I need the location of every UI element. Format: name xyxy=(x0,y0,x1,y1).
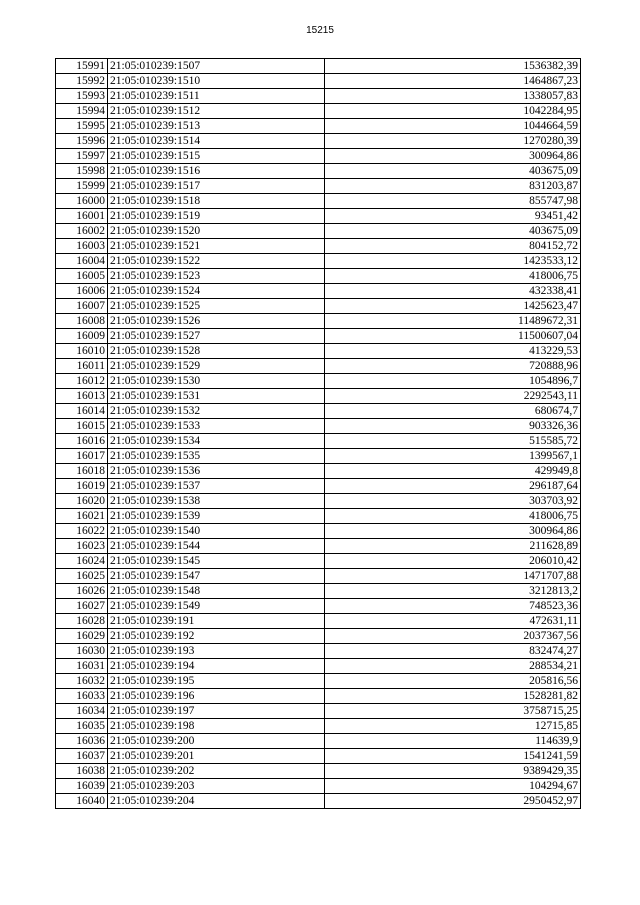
row-number-cell: 16013 xyxy=(56,389,108,404)
row-number-cell: 15997 xyxy=(56,149,108,164)
cadastral-number-cell: 21:05:010239:197 xyxy=(108,704,325,719)
table-row xyxy=(56,794,581,809)
table-row xyxy=(56,539,581,554)
cadastral-number-cell: 21:05:010239:1527 xyxy=(108,329,325,344)
row-number-cell: 16000 xyxy=(56,194,108,209)
row-number-cell: 16003 xyxy=(56,239,108,254)
table-row xyxy=(56,239,581,254)
cadastral-number-cell: 21:05:010239:198 xyxy=(108,719,325,734)
table-row xyxy=(56,134,581,149)
table-row xyxy=(56,374,581,389)
cadastral-value-cell: 903326,36 xyxy=(325,419,581,434)
table-row xyxy=(56,119,581,134)
cadastral-number-cell: 21:05:010239:200 xyxy=(108,734,325,749)
cadastral-value-cell: 93451,42 xyxy=(325,209,581,224)
cadastral-value-cell: 3758715,25 xyxy=(325,704,581,719)
cadastral-value-cell: 832474,27 xyxy=(325,644,581,659)
cadastral-number-cell: 21:05:010239:1526 xyxy=(108,314,325,329)
table-row xyxy=(56,629,581,644)
table-row xyxy=(56,599,581,614)
row-number-cell: 16016 xyxy=(56,434,108,449)
cadastral-value-cell: 418006,75 xyxy=(325,509,581,524)
cadastral-value-cell: 2950452,97 xyxy=(325,794,581,809)
table-row xyxy=(56,389,581,404)
cadastral-value-cell: 831203,87 xyxy=(325,179,581,194)
cadastral-value-cell: 288534,21 xyxy=(325,659,581,674)
table-row xyxy=(56,269,581,284)
cadastral-value-cell: 300964,86 xyxy=(325,524,581,539)
row-number-cell: 16030 xyxy=(56,644,108,659)
table-row xyxy=(56,164,581,179)
cadastral-value-cell: 2037367,56 xyxy=(325,629,581,644)
row-number-cell: 15993 xyxy=(56,89,108,104)
cadastral-value-cell: 720888,96 xyxy=(325,359,581,374)
table-row xyxy=(56,614,581,629)
cadastral-number-cell: 21:05:010239:1534 xyxy=(108,434,325,449)
table-row xyxy=(56,719,581,734)
table-row xyxy=(56,779,581,794)
cadastral-value-cell: 11489672,31 xyxy=(325,314,581,329)
table-row xyxy=(56,584,581,599)
cadastral-number-cell: 21:05:010239:1531 xyxy=(108,389,325,404)
table-row xyxy=(56,209,581,224)
row-number-cell: 16009 xyxy=(56,329,108,344)
row-number-cell: 16034 xyxy=(56,704,108,719)
table-row xyxy=(56,89,581,104)
cadastral-value-cell: 296187,64 xyxy=(325,479,581,494)
row-number-cell: 16006 xyxy=(56,284,108,299)
cadastral-value-cell: 804152,72 xyxy=(325,239,581,254)
cadastral-number-cell: 21:05:010239:1548 xyxy=(108,584,325,599)
cadastral-value-cell: 680674,7 xyxy=(325,404,581,419)
row-number-cell: 15991 xyxy=(56,59,108,74)
table-row xyxy=(56,344,581,359)
table-row xyxy=(56,284,581,299)
cadastral-value-cell: 3212813,2 xyxy=(325,584,581,599)
cadastral-value-cell: 432338,41 xyxy=(325,284,581,299)
cadastral-number-cell: 21:05:010239:1514 xyxy=(108,134,325,149)
row-number-cell: 16032 xyxy=(56,674,108,689)
table-body xyxy=(56,59,581,809)
cadastral-value-cell: 1338057,83 xyxy=(325,89,581,104)
cadastral-number-cell: 21:05:010239:1544 xyxy=(108,539,325,554)
row-number-cell: 16001 xyxy=(56,209,108,224)
table-row xyxy=(56,329,581,344)
cadastral-value-cell: 1399567,1 xyxy=(325,449,581,464)
cadastral-number-cell: 21:05:010239:1530 xyxy=(108,374,325,389)
cadastral-number-cell: 21:05:010239:1535 xyxy=(108,449,325,464)
table-row xyxy=(56,569,581,584)
cadastral-value-table xyxy=(55,58,581,809)
cadastral-value-cell: 403675,09 xyxy=(325,224,581,239)
cadastral-number-cell: 21:05:010239:1517 xyxy=(108,179,325,194)
row-number-cell: 16028 xyxy=(56,614,108,629)
table-row xyxy=(56,764,581,779)
row-number-cell: 15994 xyxy=(56,104,108,119)
table-row xyxy=(56,509,581,524)
cadastral-value-cell: 2292543,11 xyxy=(325,389,581,404)
row-number-cell: 16037 xyxy=(56,749,108,764)
cadastral-value-cell: 104294,67 xyxy=(325,779,581,794)
cadastral-value-cell: 748523,36 xyxy=(325,599,581,614)
cadastral-number-cell: 21:05:010239:1549 xyxy=(108,599,325,614)
cadastral-number-cell: 21:05:010239:1513 xyxy=(108,119,325,134)
page-number: 15215 xyxy=(306,25,334,36)
cadastral-number-cell: 21:05:010239:1518 xyxy=(108,194,325,209)
row-number-cell: 16010 xyxy=(56,344,108,359)
row-number-cell: 16026 xyxy=(56,584,108,599)
cadastral-number-cell: 21:05:010239:1510 xyxy=(108,74,325,89)
table-row xyxy=(56,674,581,689)
cadastral-number-cell: 21:05:010239:191 xyxy=(108,614,325,629)
cadastral-value-cell: 403675,09 xyxy=(325,164,581,179)
row-number-cell: 16023 xyxy=(56,539,108,554)
row-number-cell: 16018 xyxy=(56,464,108,479)
row-number-cell: 16019 xyxy=(56,479,108,494)
cadastral-value-cell: 12715,85 xyxy=(325,719,581,734)
table-row xyxy=(56,359,581,374)
cadastral-number-cell: 21:05:010239:1547 xyxy=(108,569,325,584)
table-row xyxy=(56,224,581,239)
cadastral-value-cell: 1536382,39 xyxy=(325,59,581,74)
table-row xyxy=(56,479,581,494)
row-number-cell: 16005 xyxy=(56,269,108,284)
table-row xyxy=(56,74,581,89)
cadastral-number-cell: 21:05:010239:1512 xyxy=(108,104,325,119)
cadastral-value-cell: 1425623,47 xyxy=(325,299,581,314)
cadastral-number-cell: 21:05:010239:1537 xyxy=(108,479,325,494)
cadastral-value-cell: 472631,11 xyxy=(325,614,581,629)
cadastral-number-cell: 21:05:010239:1516 xyxy=(108,164,325,179)
cadastral-number-cell: 21:05:010239:1528 xyxy=(108,344,325,359)
cadastral-value-cell: 206010,42 xyxy=(325,554,581,569)
cadastral-number-cell: 21:05:010239:202 xyxy=(108,764,325,779)
cadastral-value-cell: 429949,8 xyxy=(325,464,581,479)
row-number-cell: 16002 xyxy=(56,224,108,239)
cadastral-value-cell: 303703,92 xyxy=(325,494,581,509)
row-number-cell: 15996 xyxy=(56,134,108,149)
table-row xyxy=(56,194,581,209)
row-number-cell: 15995 xyxy=(56,119,108,134)
cadastral-value-cell: 1042284,95 xyxy=(325,104,581,119)
table-row xyxy=(56,149,581,164)
cadastral-number-cell: 21:05:010239:1525 xyxy=(108,299,325,314)
row-number-cell: 16020 xyxy=(56,494,108,509)
cadastral-number-cell: 21:05:010239:1522 xyxy=(108,254,325,269)
table-row xyxy=(56,299,581,314)
row-number-cell: 16011 xyxy=(56,359,108,374)
row-number-cell: 16031 xyxy=(56,659,108,674)
cadastral-number-cell: 21:05:010239:196 xyxy=(108,689,325,704)
cadastral-value-cell: 11500607,04 xyxy=(325,329,581,344)
table-row xyxy=(56,314,581,329)
table-row xyxy=(56,689,581,704)
row-number-cell: 16039 xyxy=(56,779,108,794)
row-number-cell: 15992 xyxy=(56,74,108,89)
cadastral-number-cell: 21:05:010239:1511 xyxy=(108,89,325,104)
cadastral-number-cell: 21:05:010239:1529 xyxy=(108,359,325,374)
cadastral-number-cell: 21:05:010239:201 xyxy=(108,749,325,764)
cadastral-number-cell: 21:05:010239:1519 xyxy=(108,209,325,224)
cadastral-number-cell: 21:05:010239:1521 xyxy=(108,239,325,254)
cadastral-number-cell: 21:05:010239:195 xyxy=(108,674,325,689)
cadastral-value-cell: 855747,98 xyxy=(325,194,581,209)
table-row xyxy=(56,254,581,269)
row-number-cell: 16007 xyxy=(56,299,108,314)
table-row xyxy=(56,659,581,674)
row-number-cell: 16035 xyxy=(56,719,108,734)
table-row xyxy=(56,104,581,119)
cadastral-number-cell: 21:05:010239:1515 xyxy=(108,149,325,164)
cadastral-number-cell: 21:05:010239:1545 xyxy=(108,554,325,569)
row-number-cell: 16036 xyxy=(56,734,108,749)
table-row xyxy=(56,449,581,464)
table-row xyxy=(56,704,581,719)
row-number-cell: 16008 xyxy=(56,314,108,329)
cadastral-number-cell: 21:05:010239:203 xyxy=(108,779,325,794)
row-number-cell: 16015 xyxy=(56,419,108,434)
row-number-cell: 16025 xyxy=(56,569,108,584)
cadastral-number-cell: 21:05:010239:1523 xyxy=(108,269,325,284)
cadastral-number-cell: 21:05:010239:1539 xyxy=(108,509,325,524)
cadastral-number-cell: 21:05:010239:1520 xyxy=(108,224,325,239)
row-number-cell: 16027 xyxy=(56,599,108,614)
cadastral-value-cell: 1464867,23 xyxy=(325,74,581,89)
table-row xyxy=(56,179,581,194)
cadastral-value-cell: 1541241,59 xyxy=(325,749,581,764)
cadastral-value-cell: 418006,75 xyxy=(325,269,581,284)
row-number-cell: 16040 xyxy=(56,794,108,809)
cadastral-value-cell: 413229,53 xyxy=(325,344,581,359)
table-row xyxy=(56,644,581,659)
cadastral-number-cell: 21:05:010239:1538 xyxy=(108,494,325,509)
cadastral-number-cell: 21:05:010239:204 xyxy=(108,794,325,809)
cadastral-number-cell: 21:05:010239:1532 xyxy=(108,404,325,419)
cadastral-value-cell: 1423533,12 xyxy=(325,254,581,269)
cadastral-number-cell: 21:05:010239:192 xyxy=(108,629,325,644)
row-number-cell: 16022 xyxy=(56,524,108,539)
cadastral-value-cell: 1054896,7 xyxy=(325,374,581,389)
cadastral-number-cell: 21:05:010239:1533 xyxy=(108,419,325,434)
table-row xyxy=(56,554,581,569)
cadastral-value-cell: 114639,9 xyxy=(325,734,581,749)
row-number-cell: 16024 xyxy=(56,554,108,569)
table-row xyxy=(56,494,581,509)
row-number-cell: 16017 xyxy=(56,449,108,464)
cadastral-value-cell: 1270280,39 xyxy=(325,134,581,149)
row-number-cell: 15998 xyxy=(56,164,108,179)
cadastral-value-cell: 1471707,88 xyxy=(325,569,581,584)
cadastral-number-cell: 21:05:010239:194 xyxy=(108,659,325,674)
cadastral-value-cell: 205816,56 xyxy=(325,674,581,689)
cadastral-value-cell: 1044664,59 xyxy=(325,119,581,134)
cadastral-number-cell: 21:05:010239:1540 xyxy=(108,524,325,539)
cadastral-number-cell: 21:05:010239:1536 xyxy=(108,464,325,479)
cadastral-number-cell: 21:05:010239:193 xyxy=(108,644,325,659)
row-number-cell: 16021 xyxy=(56,509,108,524)
table-row xyxy=(56,524,581,539)
cadastral-value-cell: 300964,86 xyxy=(325,149,581,164)
cadastral-value-cell: 1528281,82 xyxy=(325,689,581,704)
row-number-cell: 16012 xyxy=(56,374,108,389)
row-number-cell: 16029 xyxy=(56,629,108,644)
row-number-cell: 16033 xyxy=(56,689,108,704)
row-number-cell: 16014 xyxy=(56,404,108,419)
table-row xyxy=(56,749,581,764)
cadastral-value-cell: 211628,89 xyxy=(325,539,581,554)
cadastral-number-cell: 21:05:010239:1524 xyxy=(108,284,325,299)
cadastral-value-cell: 9389429,35 xyxy=(325,764,581,779)
table-row xyxy=(56,59,581,74)
table-row xyxy=(56,734,581,749)
table-row xyxy=(56,464,581,479)
cadastral-value-cell: 515585,72 xyxy=(325,434,581,449)
table-row xyxy=(56,404,581,419)
row-number-cell: 16004 xyxy=(56,254,108,269)
cadastral-number-cell: 21:05:010239:1507 xyxy=(108,59,325,74)
table-row xyxy=(56,434,581,449)
row-number-cell: 15999 xyxy=(56,179,108,194)
row-number-cell: 16038 xyxy=(56,764,108,779)
table-row xyxy=(56,419,581,434)
